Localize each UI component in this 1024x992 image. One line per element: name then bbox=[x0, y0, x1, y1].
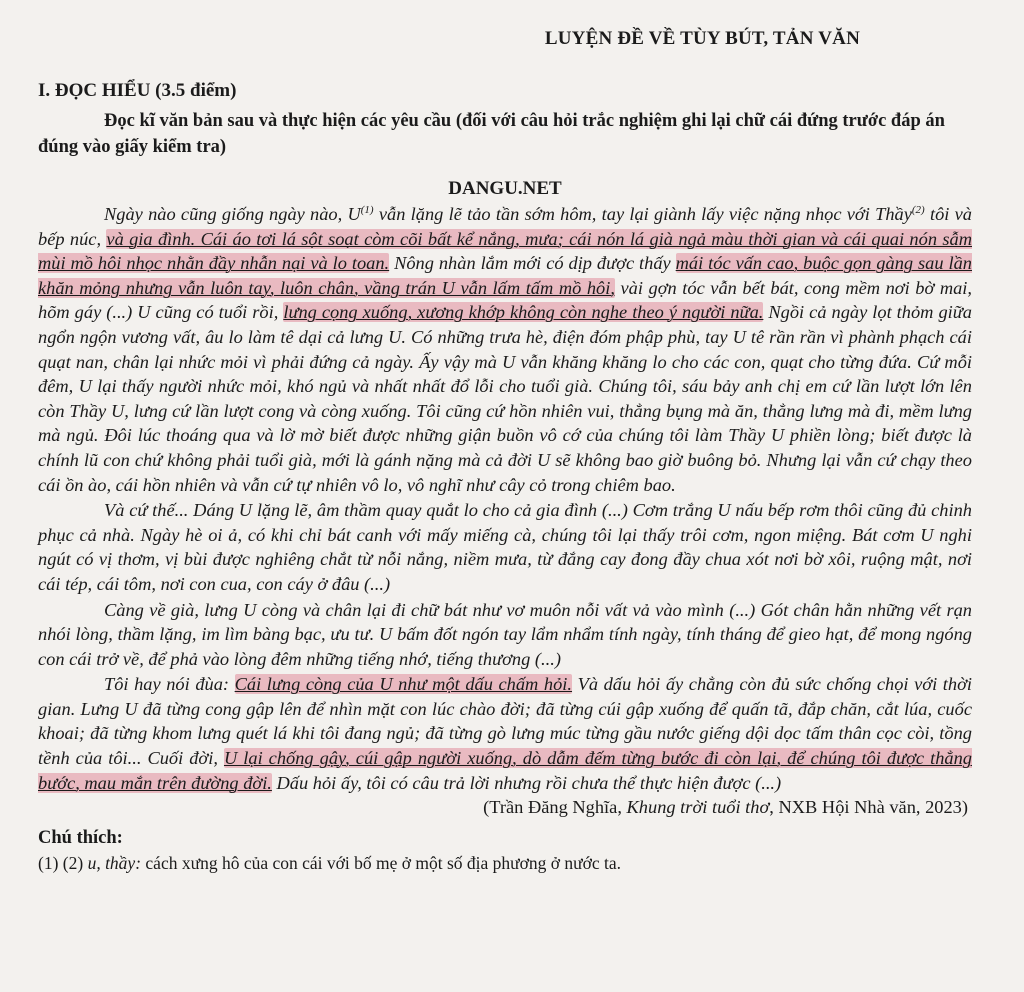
footnote bbox=[38, 853, 972, 874]
highlight-dau-cham-hoi: Cái lưng còng của U như một dấu chấm hỏi. bbox=[234, 674, 573, 695]
passage-paragraph-3: Càng về già, lưng U còng và chân lại đi chữ bát như vơ muôn nỗi vất vả vào mình (...) Gót chân hằn những vết rạn nhói lòng, thầm lặng, im lìm bàng bạc, ưu tư. U bấm đốt ngón tay lẩm nhẩm tính ngày, tính tháng để gieo hạt, để mong ngóng con cái trở về, để phả vào lòng đêm những tiếng nhớ, tiếng thương (...) bbox=[38, 599, 972, 669]
footnote-prefix: (1) (2) bbox=[38, 853, 88, 874]
citation-suffix: , NXB Hội Nhà văn, 2023) bbox=[769, 797, 968, 818]
highlight-lung-cong: lưng cọng xuống, xương khớp không còn nghe theo ý người nữa. bbox=[283, 302, 764, 323]
section-heading: I. ĐỌC HIỂU (3.5 điểm) bbox=[38, 80, 237, 101]
p4-text-a: Tôi hay nói đùa: bbox=[104, 674, 235, 695]
p1-text-b: vẫn lặng lẽ tảo tần sớm hôm, tay lại giành lấy việc nặng nhọc với Thầy bbox=[373, 204, 912, 224]
footnote-text: cách xưng hô của con cái với bố mẹ ở một số địa phương ở nước ta. bbox=[141, 853, 622, 874]
p4-text-b: Và dấu hỏi ấy chẳng còn đủ sức chống chọi với thời gian. Lưng U đã từng cong gập lên để nhìn mặt con lúc chào đời; đã từng cúi gập xuống để quấn tã, đắp chăn, cắt lúa, cuốc khoai; đã từng khom lưng quét lá khi tôi đang ngủ; đã từng gò lưng múc từng gầu nước giếng dội dọc tấm thân cọc còi, tồng tềnh của tôi... Cuối đời, bbox=[38, 674, 972, 769]
highlight-mai-toc: mái tóc vấn cao, buộc gọn gàng sau lần khăn mỏng nhưng vẫn luôn tay, luôn chân, vầng trán U vẫn lấm tấm mồ hôi, bbox=[38, 253, 972, 298]
passage-paragraph-2: Và cứ thế... Dáng U lặng lẽ, âm thầm quay quắt lo cho cả gia đình (...) Cơm trắng U nấu bếp rơm thôi cũng đủ chinh phục cả nhà. Ngày hè oi ả, có khi chỉ bát canh với mấy miếng cà, chúng tôi lại thấy trôi cơm, ngon miệng. Bát cơm U nghi ngút có vị thơm, vị bùi được nghiêng chắt từ nỗi nắng, niềm mưa, từ đắng cay đong đầy chua xót nơi bờ xôi, ruộng mật, nơi cái tép, cái tôm, nơi con cua, con cáy ở đâu (...) bbox=[38, 500, 972, 594]
notes-label: Chú thích: bbox=[38, 828, 123, 849]
passage bbox=[38, 202, 972, 795]
p1-text-c: tôi và bếp núc, bbox=[38, 204, 972, 249]
footnote-terms: u, thầy: bbox=[87, 853, 142, 874]
instructions: Đọc kĩ văn bản sau và thực hiện các yêu cầu (đối với câu hỏi trắc nghiệm ghi lại chữ cái đứng trước đáp án đúng vào giấy kiểm tra) bbox=[38, 111, 945, 157]
highlight-ao-toi: và gia đình. Cái áo tơi lá sột soạt còm cõi bất kể nắng, mưa; cái nón lá già ngả màu thời gian và cái quai nón sẫm mùi mồ hôi nhọc nhằn đầy nhẫn nại và lo toan. bbox=[38, 228, 972, 274]
p4-text-c: Dấu hỏi ấy, tôi có câu trả lời nhưng rồi chưa thể thực hiện được (...) bbox=[271, 772, 782, 793]
source-title: DANGU.NET bbox=[448, 178, 562, 199]
footnote-ref-2: (2) bbox=[911, 203, 925, 216]
citation bbox=[38, 797, 972, 818]
document-title: LUYỆN ĐỀ VỀ TÙY BÚT, TẢN VĂN bbox=[544, 28, 860, 49]
p1-text-e: vài gợn tóc vẫn bết bát, cong mềm nơi bờ mai, hõm gáy (...) U cũng có tuổi rồi, bbox=[38, 277, 973, 323]
p1-text-d: Nông nhàn lắm mới có dịp được thấy bbox=[389, 253, 676, 274]
citation-prefix: (Trần Đăng Nghĩa, bbox=[483, 797, 627, 818]
passage-paragraph-1 bbox=[38, 202, 972, 497]
p1-text-f: Ngồi cả ngày lọt thỏm giữa ngổn ngộn vương vất, âu lo làm tê dại cả lưng U. Có những trưa hè, điện đóm phập phù, tay U tê rần rần vì phành phạch cái quạt nan, chân lại nhức mỏi vì phải đứng cả ngày. Ấy vậy mà U vẫn khăng khăng lo cho các con, quạt cho từng đứa. Cứ mỗi đêm, U lại thấy người nhức mỏi, khó ngủ và nhất nhất đổ lỗi cho tuổi già. Chúng tôi, sáu bảy anh chị em cứ lần lượt lớn lên còn Thầy U, lưng cứ lần lượt cong và còng xuống. Tôi cũng cứ hồn nhiên vui, thẳng bụng mà ăn, thẳng lưng mà đi, mềm lưng mà ngủ. Đôi lúc thoáng qua và lờ mờ biết được những giận buồn vô cớ của chúng tôi làm Thầy U phiền lòng; biết được là chính lũ con chứ không phải tuổi già, mới là gánh nặng mà cả đời U sẽ không bao giờ buông bỏ. Nhưng lại vẫn cứ chạy theo cái ồn ào, cái hồn nhiên và vẫn cứ tự nhiên vô lo, vô nghĩ như cây cỏ trong chiêm bao. bbox=[38, 302, 972, 495]
highlight-chong-gay: U lại chống gậy, cúi gập người xuống, dò dẫm đếm từng bước đi còn lại, để chúng tôi được thẳng bước, mau mắn trên đường đời. bbox=[38, 748, 972, 793]
footnote-ref-1: (1) bbox=[360, 203, 374, 216]
p1-text-a: Ngày nào cũng giống ngày nào, U bbox=[104, 204, 361, 224]
passage-paragraph-4 bbox=[38, 672, 972, 795]
citation-work: Khung trời tuổi thơ bbox=[626, 797, 770, 818]
